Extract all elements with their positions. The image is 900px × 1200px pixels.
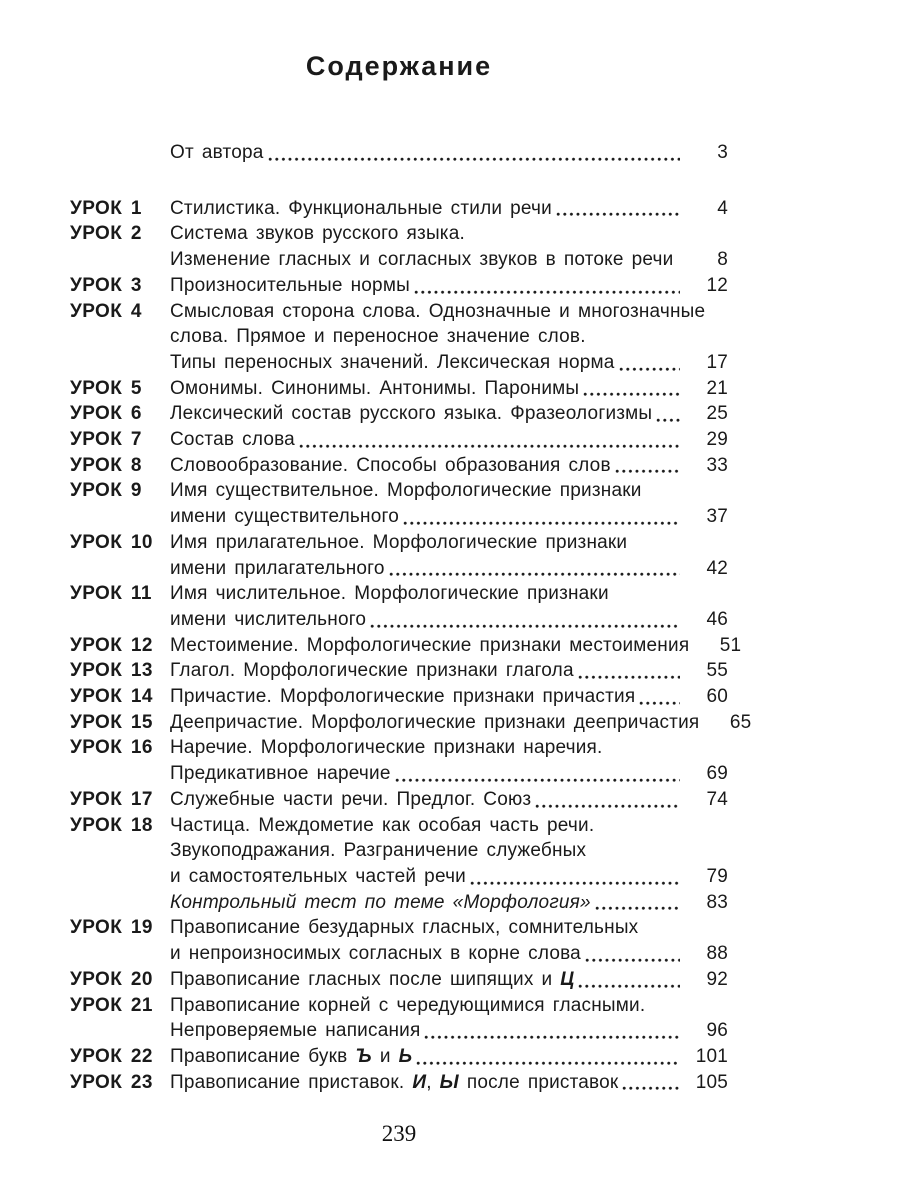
toc-line-text [170,967,574,993]
toc-page-number: 3 [717,142,728,163]
toc-entry [70,427,728,453]
toc-line [170,401,728,427]
toc-entry [70,633,742,659]
toc-line [170,864,728,890]
lesson-label: УРОК 22 [70,1045,153,1067]
toc-line-text [170,658,574,684]
toc-page-number: 37 [706,506,728,528]
lesson-label: УРОК 2 [70,223,142,245]
dot-leader [370,607,680,633]
toc-text-segment: И [412,1071,427,1093]
toc-line [170,607,728,633]
toc-line-text [170,1018,420,1044]
lesson-label: УРОК 21 [70,994,153,1016]
toc-list [70,140,752,1095]
toc-text-segment: Глагол. Морфологические признаки глагола [170,660,574,682]
toc-line-text [170,787,531,813]
toc-line-text [170,299,705,325]
toc-page-number: 65 [729,711,752,733]
toc-page-number: 25 [706,403,728,425]
toc-page-number: 79 [706,865,728,887]
toc-text-segment: после приставок [458,1071,619,1093]
toc-line-text [170,813,594,839]
toc-text-segment: Наречие. Морфологические признаки наречия. [170,737,603,759]
toc-line-text [170,915,638,941]
lesson-label: УРОК 7 [70,429,142,451]
toc-entry [70,140,728,166]
toc-text-segment: Правописание букв [170,1045,356,1067]
toc-line [170,273,728,299]
toc-entry-title [170,427,728,453]
toc-line-text [170,993,645,1019]
toc-line-text [170,273,410,299]
toc-page-number: 4 [717,197,728,219]
toc-line [170,813,728,839]
toc-line [170,221,728,247]
toc-entry [70,581,728,632]
toc-entry-title [170,658,728,684]
toc-text-segment: Правописание приставок. [170,1071,413,1093]
toc-entry-title [170,273,728,299]
toc-entry [70,530,728,581]
toc-entry [70,967,728,993]
toc-page-number: 12 [706,274,728,296]
toc-entry-title [170,299,728,376]
lesson-label: УРОК 13 [70,660,153,682]
toc-text-segment: Система звуков русского языка. [170,223,465,245]
toc-entry-title [170,581,728,632]
toc-entry-title [170,993,728,1044]
toc-text-segment: Лексический состав русского языка. Фразеологизмы [170,403,653,425]
toc-entry [70,196,728,222]
dot-leader [416,1044,680,1070]
dot-leader [622,1070,680,1096]
toc-line-text [170,735,603,761]
dot-leader [595,890,680,916]
toc-text-segment: Имя числительное. Морфологические признаки [170,583,609,605]
lesson-label: УРОК 14 [70,686,153,708]
toc-entry-title [170,1044,728,1070]
toc-line-text [170,607,366,633]
toc-entry [70,993,728,1044]
lesson-label: УРОК 23 [70,1071,153,1093]
toc-entry-title [170,530,728,581]
toc-line [170,581,728,607]
lesson-label: УРОК 16 [70,737,153,759]
toc-text-segment: Правописание безударных гласных, сомнительных [170,917,639,939]
toc-line-text [170,350,615,376]
toc-text-segment: имени прилагательного [170,557,385,579]
toc-page-number: 55 [706,660,728,682]
toc-line [170,299,728,325]
lesson-label: УРОК 19 [70,917,153,939]
lesson-label: УРОК 3 [70,274,142,296]
toc-text-segment: Типы переносных значений. Лексическая норма [170,351,615,373]
toc-entry [70,401,728,427]
toc-entry [70,735,728,786]
lesson-label: УРОК 1 [70,197,142,219]
toc-line [170,350,728,376]
lesson-label: УРОК 9 [70,480,142,502]
toc-entry [70,710,752,736]
toc-line [170,504,728,530]
dot-leader [403,504,680,530]
toc-line-text [170,761,391,787]
toc-text-segment: имени числительного [170,608,367,630]
toc-entry-title [170,1070,728,1096]
toc-entry-title [170,453,728,479]
toc-entry-title [170,813,728,890]
toc-line [170,735,728,761]
toc-line [170,761,728,787]
toc-text-segment: Служебные части речи. Предлог. Союз [170,788,532,810]
toc-line [170,376,728,402]
toc-page-number: 74 [706,788,728,810]
toc-line-text [170,324,586,350]
lesson-label: УРОК 8 [70,454,142,476]
lesson-label: УРОК 6 [70,403,142,425]
toc-page-number: 69 [706,763,728,785]
toc-text-segment: Словообразование. Способы образования слов [170,454,611,476]
toc-line [170,787,728,813]
lesson-label: УРОК 11 [70,583,152,605]
toc-line-text [170,196,552,222]
toc-entry [70,221,728,272]
toc-line [170,941,728,967]
dot-leader [585,941,680,967]
toc-page-number: 83 [706,891,728,913]
toc-line-text [170,581,609,607]
toc-entry [70,787,728,813]
toc-page-number: 88 [706,943,728,965]
toc-entry-title [170,376,728,402]
toc-text-segment: Местоимение. Морфологические признаки местоимения [170,634,690,656]
toc-page-number: 105 [695,1071,728,1093]
toc-line [170,556,728,582]
lesson-label: УРОК 17 [70,788,153,810]
toc-entry-title [170,890,728,916]
toc-text-segment: Предикативное наречие [170,763,391,785]
toc-line-text [170,864,466,890]
toc-line-text [170,504,399,530]
toc-page-number: 60 [706,686,728,708]
toc-entry-title [170,478,728,529]
dot-leader [656,401,680,427]
dot-leader [535,787,680,813]
lesson-label: УРОК 12 [70,634,153,656]
dot-leader [389,556,680,582]
lesson-label: УРОК 4 [70,300,142,322]
toc-text-segment: Ъ [355,1045,372,1067]
toc-line-text [170,478,642,504]
toc-entry-title [170,735,728,786]
dot-leader [414,273,680,299]
lesson-label: УРОК 18 [70,814,153,836]
page-title: Содержание [305,51,493,81]
toc-text-segment: Звукоподражания. Разграничение служебных [170,840,587,862]
toc-line-text [170,556,385,582]
toc-entry [70,684,728,710]
toc-page-number: 17 [706,351,728,373]
dot-leader [639,684,680,710]
lesson-label: УРОК 5 [70,377,142,399]
lesson-label: УРОК 20 [70,968,153,990]
toc-line-text [170,890,591,916]
toc-text-segment: Стилистика. Функциональные стили речи [170,197,552,219]
dot-leader [677,247,680,273]
dot-leader [578,967,680,993]
toc-entry [70,453,728,479]
toc-line [170,658,728,684]
dot-leader [578,658,680,684]
toc-line-text [170,941,581,967]
toc-line [170,247,728,273]
dot-leader [615,453,680,479]
toc-text-segment: Контрольный тест по теме «Морфология» [170,891,591,913]
toc-text-segment: Деепричастие. Морфологические признаки деепричастия [170,711,700,733]
toc-line [170,530,728,556]
dot-leader [556,196,680,222]
toc-text-segment: Правописание гласных после шипящих и [170,968,561,990]
toc-line [170,196,728,222]
toc-text-segment: Правописание корней с чередующимися гласными. [170,994,646,1016]
toc-line-text [170,376,579,402]
toc-page-number: 8 [717,249,728,271]
toc-text-segment: Состав слова [170,429,295,451]
toc-line-text [170,1044,412,1070]
toc-text-segment: , [426,1071,440,1093]
footer-page-number: 239 [381,1121,417,1147]
dot-leader [395,761,680,787]
toc-line-text [170,247,673,273]
toc-entry-title [170,196,728,222]
toc-entry [70,813,728,890]
toc-line-text [170,633,689,659]
toc-entry [70,1070,728,1096]
toc-text-segment: Непроверяемые написания [170,1020,421,1042]
toc-line-text [170,1070,618,1096]
toc-entry-title [170,684,728,710]
dot-leader [583,376,680,402]
toc-text-segment: Частица. Междометие как особая часть речи. [170,814,595,836]
toc-line [170,710,752,736]
toc-entry-title [170,140,728,166]
toc-entry-title [170,221,728,272]
toc-line [170,993,728,1019]
toc-text-segment: Имя прилагательное. Морфологические признаки [170,531,628,553]
toc-line [170,453,728,479]
page-content [70,0,752,1147]
toc-entry [70,299,728,376]
toc-entry [70,658,728,684]
toc-line [170,633,742,659]
toc-entry [70,273,728,299]
toc-line [170,1070,728,1096]
toc-line [170,1018,728,1044]
toc-text-segment: имени существительного [170,506,399,528]
toc-text-segment: Ь [398,1045,413,1067]
toc-page-number: 101 [695,1045,728,1067]
toc-entry-title [170,967,728,993]
toc-text-segment: Изменение гласных и согласных звуков в потоке речи [170,249,674,271]
toc-line-text [170,221,465,247]
lesson-label: УРОК 10 [70,531,153,553]
toc-page-number: 92 [706,968,728,990]
toc-line-text [170,838,586,864]
dot-leader [299,427,680,453]
toc-text-segment: слова. Прямое и переносное значение слов. [170,326,586,348]
toc-entry [70,890,728,916]
lesson-label: УРОК 15 [70,711,153,733]
toc-text-segment: и самостоятельных частей речи [170,865,466,887]
toc-page-number: 96 [706,1020,728,1042]
toc-line [170,427,728,453]
toc-text-segment: Имя существительное. Морфологические признаки [170,480,642,502]
toc-text-segment: Омонимы. Синонимы. Антонимы. Паронимы [170,377,580,399]
toc-line-text [170,710,699,736]
toc-text-segment: и [371,1045,399,1067]
toc-entry-title [170,401,728,427]
toc-line [170,140,728,166]
toc-page-number: 33 [706,454,728,476]
toc-entry-title [170,787,728,813]
toc-entry [70,915,728,966]
toc-line-text [170,427,295,453]
toc-entry [70,376,728,402]
toc-text-segment: Смысловая сторона слова. Однозначные и многозначные [170,300,706,322]
dot-leader [268,140,681,166]
dot-leader [470,864,680,890]
dot-leader [619,350,680,376]
toc-line-text [170,401,652,427]
toc-line [170,915,728,941]
toc-page-number: 21 [706,377,728,399]
toc-entry-title [170,633,742,659]
toc-line [170,967,728,993]
toc-page-number: 29 [706,429,728,451]
toc-text-segment: Причастие. Морфологические признаки причастия [170,686,636,708]
toc-page-number: 46 [706,608,728,630]
toc-line [170,890,728,916]
toc-entry-title [170,710,752,736]
toc-entry-title [170,915,728,966]
toc-entry [70,478,728,529]
toc-text-segment: Произносительные нормы [170,274,410,296]
toc-page-number: 51 [719,634,742,656]
toc-line [170,684,728,710]
toc-line [170,324,728,350]
toc-line-text [170,453,611,479]
toc-line [170,1044,728,1070]
toc-text-segment: От автора [170,142,264,163]
toc-text-segment: и непроизносимых согласных в корне слова [170,943,581,965]
toc-text-segment: Ы [439,1071,459,1093]
toc-text-segment: Ц [560,968,575,990]
toc-line-text [170,140,264,166]
toc-line-text [170,530,627,556]
dot-leader [424,1018,680,1044]
toc-entry [70,1044,728,1070]
toc-line [170,838,728,864]
toc-line [170,478,728,504]
toc-page-number: 42 [706,557,728,579]
toc-line-text [170,684,635,710]
